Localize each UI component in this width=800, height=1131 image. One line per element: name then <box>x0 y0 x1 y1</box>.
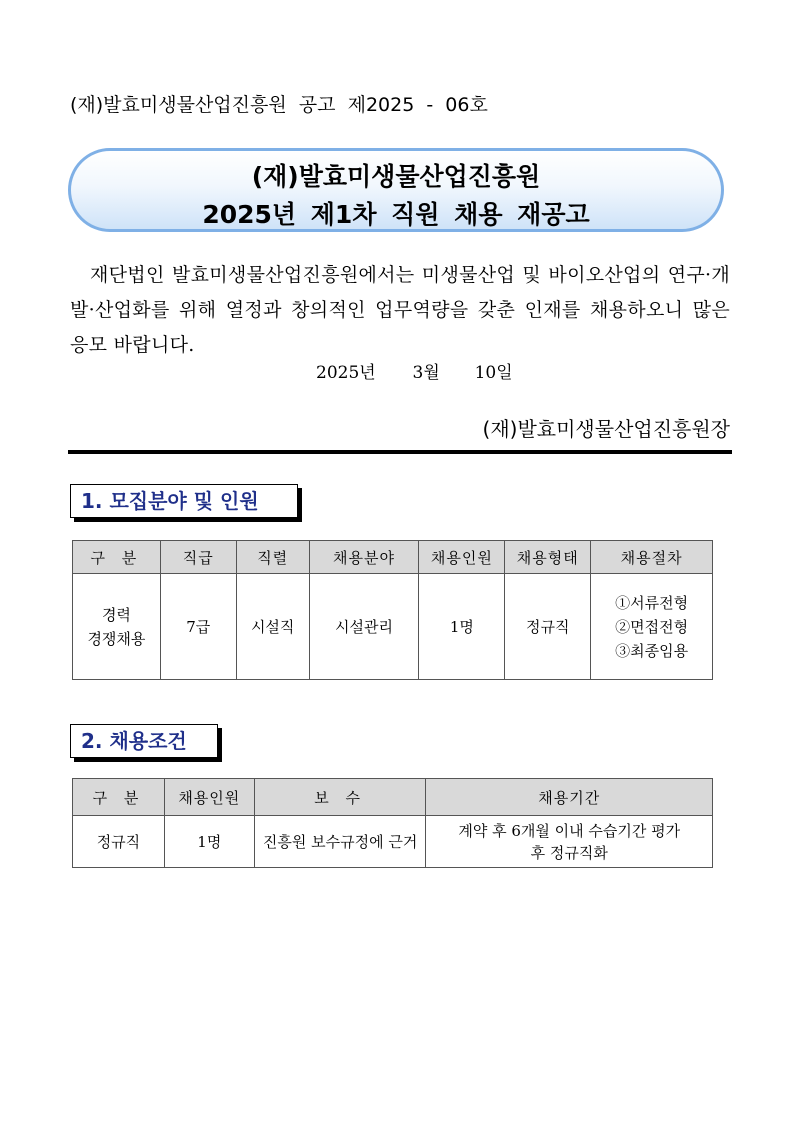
category-cell: 정규직 <box>73 816 165 868</box>
header-cell: 채용인원 <box>419 541 505 574</box>
pay-cell: 진흥원 보수규정에 근거 <box>254 816 426 868</box>
header-cell: 채용인원 <box>164 779 254 816</box>
header-cell: 직렬 <box>236 541 309 574</box>
recruitment-table <box>72 540 713 680</box>
category-cell <box>73 574 161 680</box>
table-header-row <box>73 779 713 816</box>
announcement-date <box>316 358 513 383</box>
date-year: 2025년 <box>316 363 376 383</box>
table-row <box>73 816 713 868</box>
count-cell: 1명 <box>164 816 254 868</box>
period-cell <box>426 816 713 868</box>
header-cell: 직급 <box>160 541 236 574</box>
header-cell: 채용형태 <box>505 541 591 574</box>
step-item: ②면접전형 <box>615 617 689 636</box>
step-item: ③최종임용 <box>615 641 689 660</box>
header-cell: 채용기간 <box>426 779 713 816</box>
header-cell: 구 분 <box>73 779 165 816</box>
steps-cell <box>591 574 713 680</box>
divider <box>68 450 732 454</box>
field-cell: 시설관리 <box>309 574 419 680</box>
header-cell: 구 분 <box>73 541 161 574</box>
series-cell: 시설직 <box>236 574 309 680</box>
signer: (재)발효미생물산업진흥원장 <box>482 417 730 441</box>
count-cell: 1명 <box>419 574 505 680</box>
type-cell: 정규직 <box>505 574 591 680</box>
table-row <box>73 574 713 680</box>
conditions-table <box>72 778 713 868</box>
category-line: 경력 <box>101 605 131 624</box>
intro-paragraph: 재단법인 발효미생물산업진흥원에서는 미생물산업 및 바이오산업의 연구·개발·산업화를 위해 열정과 창의적인 업무역량을 갖춘 인재를 채용하오니 많은 응모 바랍니다. <box>70 264 730 356</box>
header-cell: 채용분야 <box>309 541 419 574</box>
date-month: 3월 <box>412 363 440 383</box>
date-day: 10일 <box>474 363 513 383</box>
title-announcement: 2025년 제1차 직원 채용 재공고 <box>202 200 590 229</box>
period-line: 계약 후 6개월 이내 수습기간 평가 <box>458 821 681 840</box>
section-heading-recruitment: 1. 모집분야 및 인원 <box>70 484 298 518</box>
grade-cell: 7급 <box>160 574 236 680</box>
notice-number: (재)발효미생물산업진흥원 공고 제2025 - 06호 <box>70 94 488 116</box>
step-item: ①서류전형 <box>615 593 689 612</box>
header-cell: 보 수 <box>254 779 426 816</box>
title-organization: (재)발효미생물산업진흥원 <box>251 162 541 191</box>
period-line: 후 정규직화 <box>530 843 608 862</box>
category-line: 경쟁채용 <box>87 629 146 648</box>
header-cell: 채용절차 <box>591 541 713 574</box>
section-heading-conditions: 2. 채용조건 <box>70 724 218 758</box>
title-banner <box>68 148 724 232</box>
table-header-row <box>73 541 713 574</box>
